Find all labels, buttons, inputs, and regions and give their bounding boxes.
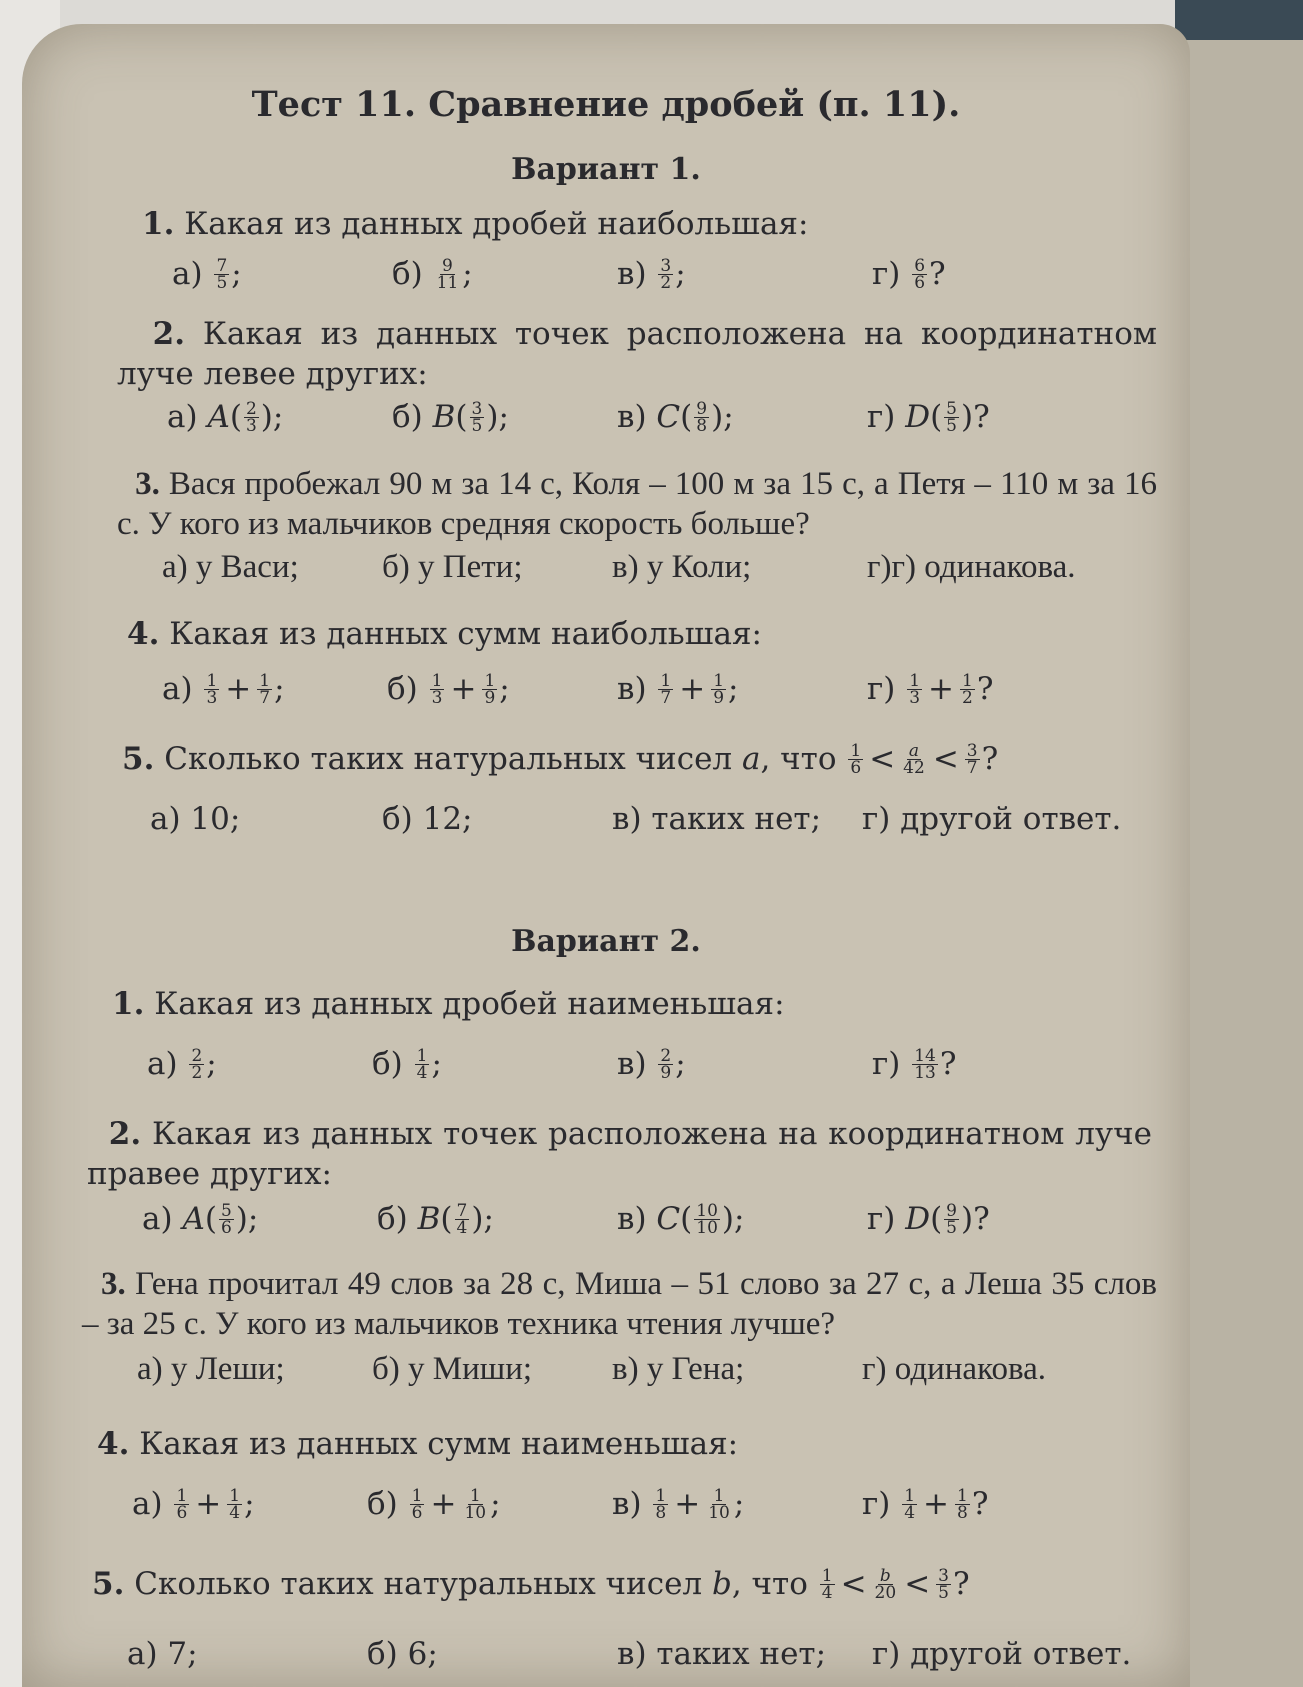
option-b: б) $\frac{1}{3}$ + $\frac{1}{9}$ ; — [387, 670, 510, 708]
option-g: г) одинакова. — [862, 1350, 1046, 1387]
option-g: г) $\frac{1}{4}$ + $\frac{1}{8}$ ? — [862, 1485, 989, 1523]
option-v: в) $\frac{1}{7}$ + $\frac{1}{9}$ ; — [617, 670, 739, 708]
option-a: а) A ( $\frac{5}{6}$ ) ; — [142, 1200, 259, 1238]
option-a: а) 7; — [127, 1636, 198, 1672]
fraction: $\frac{5}{5}$ — [946, 398, 957, 436]
option-b: б) 6; — [367, 1636, 438, 1672]
option-v: в) таких нет; — [612, 801, 822, 837]
v2-q1-text: 1. Какая из данных дробей наименьшая: — [112, 986, 785, 1022]
v2-q4-options — [132, 1479, 1192, 1529]
fraction: $\frac{9}{8}$ — [696, 398, 708, 436]
option-a: а) $\frac{2}{2}$ ; — [147, 1045, 217, 1083]
option-v: в) у Коли; — [612, 548, 752, 585]
option-a: а) $\frac{1}{6}$ + $\frac{1}{4}$ ; — [132, 1485, 255, 1523]
v2-q5-text: 5. Сколько таких натуральных чисел b , что $\frac{1}{4}$ < $\frac{b}{20}$ < $\frac{3}{5}$ ? — [92, 1565, 970, 1603]
variant-1-heading: Вариант 1. — [511, 152, 701, 187]
v2-q5-options — [127, 1629, 1187, 1679]
option-v: в) таких нет; — [617, 1636, 827, 1672]
option-b: б) 12; — [382, 801, 473, 837]
option-g: г) другой ответ. — [872, 1636, 1132, 1672]
v2-q3-options — [137, 1344, 1197, 1394]
option-a: а) $\frac{7}{5}$ ; — [172, 255, 242, 293]
option-b: б) у Миши; — [372, 1350, 533, 1387]
option-b: б) $\frac{1}{6}$ + $\frac{1}{10}$ ; — [367, 1485, 501, 1523]
option-g: г) D ( $\frac{9}{5}$ ) ? — [867, 1200, 990, 1238]
v1-q2-options — [167, 392, 1227, 442]
option-g: г) $\frac{6}{6}$ ? — [872, 255, 946, 293]
v2-q1-options — [147, 1039, 1207, 1089]
fraction: $\frac{6}{6}$ — [914, 255, 926, 293]
option-v: в) $\frac{3}{2}$ ; — [617, 255, 686, 293]
v1-q5-text: 5. Сколько таких натуральных чисел a , что $\frac{1}{6}$ < $\frac{a}{42}$ < $\frac{3}{7}$ ? — [122, 740, 999, 778]
option-a: а) $\frac{1}{3}$ + $\frac{1}{7}$ ; — [162, 670, 285, 708]
option-a: а) 10; — [150, 801, 241, 837]
option-b: б) $\frac{1}{4}$ ; — [372, 1045, 442, 1083]
option-g: г) $\frac{14}{13}$ ? — [872, 1045, 957, 1083]
option-g: г) $\frac{1}{3}$ + $\frac{1}{2}$ ? — [867, 670, 994, 708]
v1-q4-options — [162, 664, 1222, 714]
option-v: в) $\frac{1}{8}$ + $\frac{1}{10}$ ; — [612, 1485, 745, 1523]
v1-q1-options — [172, 249, 1232, 299]
v2-q2-options — [142, 1194, 1202, 1244]
option-v: в) C ( $\frac{9}{8}$ ) ; — [617, 398, 734, 436]
v1-q5-options — [150, 794, 1210, 844]
v2-q4-text: 4. Какая из данных сумм наименьшая: — [97, 1426, 739, 1462]
option-g: г) D ( $\frac{5}{5}$ ) ? — [867, 398, 990, 436]
page-title: Тест 11. Сравнение дробей (п. 11). — [251, 84, 961, 125]
fraction: $\frac{9}{11}$ — [436, 255, 459, 293]
option-b: б) у Пети; — [382, 548, 523, 585]
v1-q3-options — [162, 542, 1222, 592]
fraction: $\frac{2}{3}$ — [245, 398, 257, 436]
variant-2-heading: Вариант 2. — [511, 924, 701, 959]
fraction: $\frac{3}{2}$ — [660, 255, 672, 293]
option-v: в) $\frac{2}{9}$ ; — [617, 1045, 686, 1083]
book-page — [22, 24, 1190, 1687]
option-g: г)г) одинакова. — [867, 548, 1076, 585]
v1-q4-text: 4. Какая из данных сумм наибольшая: — [127, 616, 762, 652]
option-v: в) C ( $\frac{10}{10}$ ) ; — [617, 1200, 745, 1238]
v2-q3-text: 3. Гена прочитал 49 слов за 28 с, Миша – 51 слово за 27 с, а Леша 35 слов – за 25 с. У кого из мальчиков техника чтения лучше? — [82, 1266, 1157, 1342]
option-b: б) B ( $\frac{7}{4}$ ) ; — [377, 1200, 494, 1238]
option-g: г) другой ответ. — [862, 801, 1122, 837]
v1-q2-text: 2. Какая из данных точек расположена на координатном луче левее других: — [117, 316, 1157, 392]
option-a: а) A ( $\frac{2}{3}$ ) ; — [167, 398, 284, 436]
v1-q1-text: 1. Какая из данных дробей наибольшая: — [142, 206, 809, 242]
option-a: а) у Леши; — [137, 1350, 285, 1387]
fraction: $\frac{3}{5}$ — [471, 398, 483, 436]
option-a: а) у Васи; — [162, 548, 299, 585]
v2-q2-text: 2. Какая из данных точек расположена на координатном луче правее других: — [87, 1116, 1152, 1192]
option-b: б) B ( $\frac{3}{5}$ ) ; — [392, 398, 509, 436]
v1-q3-text: 3. Вася пробежал 90 м за 14 с, Коля – 100 м за 15 с, а Петя – 110 м за 16 с. У кого из мальчиков средняя скорость больше? — [117, 466, 1157, 542]
fraction: $\frac{7}{5}$ — [216, 255, 228, 293]
option-b: б) $\frac{9}{11}$ ; — [392, 255, 473, 293]
option-v: в) у Гена; — [612, 1350, 745, 1387]
